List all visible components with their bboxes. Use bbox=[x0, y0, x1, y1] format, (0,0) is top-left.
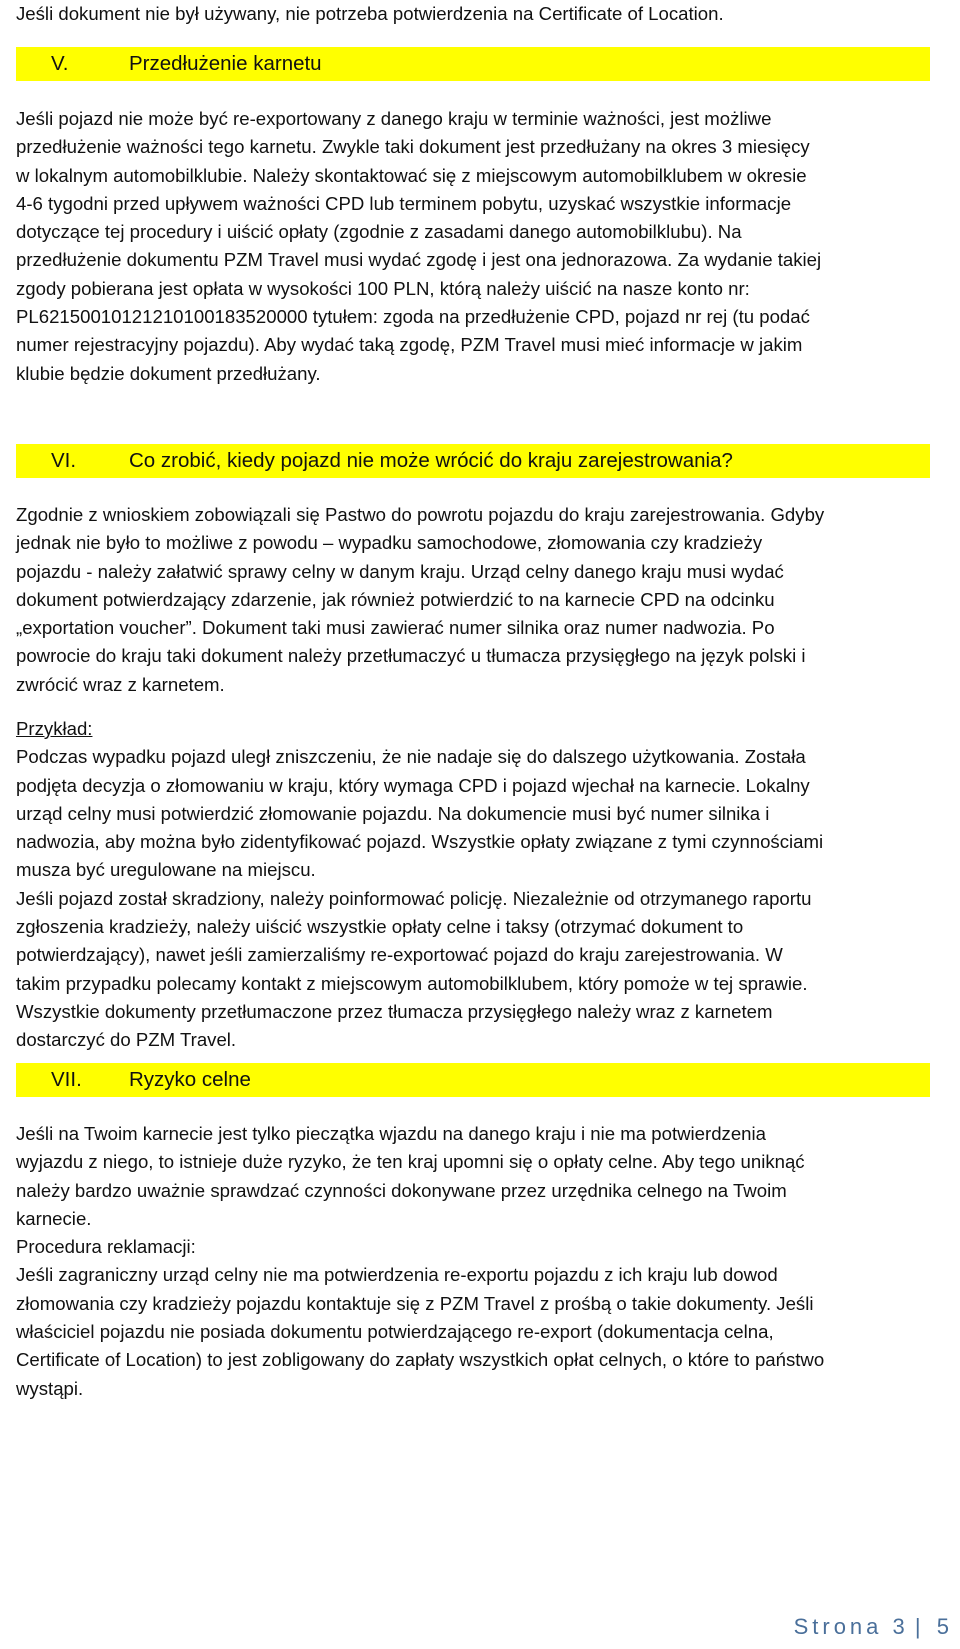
body-line: jednak nie było to możliwe z powodu – wypadku samochodowe, złomowania czy kradzieży bbox=[16, 532, 763, 554]
body-line: potwierdzający), nawet jeśli zamierzaliśmy re-exportować pojazd do kraju zarejestrowania. W bbox=[16, 944, 783, 966]
section-number: V. bbox=[51, 52, 69, 75]
example-label: Przykład: bbox=[16, 718, 93, 739]
body-line: właściciel pojazdu nie posiada dokumentu potwierdzającego re-export (dokumentacja celna, bbox=[16, 1321, 774, 1343]
body-line: wystąpi. bbox=[16, 1377, 84, 1399]
intro-line: Jeśli dokument nie był używany, nie potrzeba potwierdzenia na Certificate of Location. bbox=[16, 3, 724, 24]
footer-separator: | bbox=[914, 1614, 925, 1639]
body-line: zwrócić wraz z karnetem. bbox=[16, 673, 225, 695]
body-line: Zgodnie z wnioskiem zobowiązali się Pastwo do powrotu pojazdu do kraju zarejestrowania. Gdyby bbox=[16, 504, 825, 525]
body-line: przedłużenie ważności tego karnetu. Zwykle taki dokument jest przedłużany na okres 3 miesięcy bbox=[16, 136, 810, 158]
body-line: 4-6 tygodni przed upływem ważności CPD lub terminem pobytu, uzyskać wszystkie informacje bbox=[16, 192, 792, 214]
body-line: Jeśli pojazd został skradziony, należy poinformować policję. Niezależnie od otrzymanego raportu bbox=[16, 887, 812, 909]
body-line: należy bardzo uważnie sprawdzać czynności dokonywane przez urzędnika celnego na Twoim bbox=[16, 1179, 787, 1201]
footer-total-pages: 5 bbox=[936, 1614, 949, 1639]
body-line: dokument potwierdzający zdarzenie, jak również potwierdzić to na karnecie CPD na odcinku bbox=[16, 588, 775, 610]
section-number: VI. bbox=[51, 449, 77, 472]
body-line: nadwozia, aby można było zidentyfikować pojazd. Wszystkie opłaty związane z tymi czynnościami bbox=[16, 831, 824, 853]
body-line: dotyczące tej procedury i uiścić opłaty (zgodnie z zasadami danego automobilklubu). Na bbox=[16, 221, 742, 243]
body-line: pojazdu - należy załatwić sprawy celny w danym kraju. Urząd celny danego kraju musi wydać bbox=[16, 560, 784, 582]
body-line: numer rejestracyjny pojazdu). Aby wydać taką zgodę, PZM Travel musi mieć informacje w jakim bbox=[16, 334, 803, 356]
section-vii-body bbox=[16, 1120, 936, 1403]
body-line: „exportation voucher”. Dokument taki musi zawierać numer silnika oraz numer nadwozia. Po bbox=[16, 617, 775, 639]
section-title: Ryzyko celne bbox=[129, 1068, 251, 1091]
body-line: Certificate of Location) to jest zobligowany do zapłaty wszystkich opłat celnych, o które to państwo bbox=[16, 1349, 825, 1371]
section-title: Przedłużenie karnetu bbox=[129, 52, 322, 75]
body-line: wyjazdu z niego, to istnieje duże ryzyko, że ten kraj upomni się o opłaty celne. Aby tego uniknąć bbox=[16, 1151, 805, 1173]
footer-label: Strona bbox=[793, 1614, 883, 1639]
body-line: takim przypadku polecamy kontakt z miejscowym automobilklubem, który pomoże w tej sprawie. bbox=[16, 972, 808, 994]
body-line: Jeśli na Twoim karnecie jest tylko pieczątka wjazdu na danego kraju i nie ma potwierdzenia bbox=[16, 1123, 766, 1144]
body-line: urząd celny musi potwierdzić złomowanie pojazdu. Na dokumencie musi być numer silnika i bbox=[16, 802, 770, 824]
body-line: karnecie. bbox=[16, 1207, 92, 1229]
body-line: podjęta decyzja o złomowaniu w kraju, który wymaga CPD i pojazd wjechał na karnecie. Lokalny bbox=[16, 774, 810, 796]
section-v-body bbox=[16, 105, 936, 388]
body-line: Jeśli zagraniczny urząd celny nie ma potwierdzenia re-exportu pojazdu z ich kraju lub dowod bbox=[16, 1264, 778, 1286]
section-vi-body bbox=[16, 501, 936, 699]
body-line: przedłużenie dokumentu PZM Travel musi wydać zgodę i jest ona jednorazowa. Za wydanie takiej bbox=[16, 249, 822, 271]
intro-paragraph bbox=[16, 0, 936, 28]
body-line: powrocie do kraju taki dokument należy przetłumaczyć u tłumacza przysięgłego na język polski i bbox=[16, 645, 806, 667]
body-line: w lokalnym automobilklubie. Należy skontaktować się z miejscowym automobilklubem w okresie bbox=[16, 164, 807, 186]
example-block bbox=[16, 715, 936, 1055]
section-heading-v bbox=[16, 47, 930, 81]
section-heading-vi bbox=[16, 444, 930, 478]
section-heading-vii bbox=[16, 1063, 930, 1097]
body-line: złomowania czy kradzieży pojazdu kontaktuje się z PZM Travel z prośbą o takie dokumenty. Jeśli bbox=[16, 1292, 814, 1314]
body-line: PL62150010121210100183520000 tytułem: zgoda na przedłużenie CPD, pojazd nr rej (tu podać bbox=[16, 306, 810, 328]
footer-page-number: 3 bbox=[892, 1614, 905, 1639]
body-line: Podczas wypadku pojazd uległ zniszczeniu, że nie nadaje się do dalszego użytkowania. Została bbox=[16, 746, 806, 768]
section-title: Co zrobić, kiedy pojazd nie może wrócić do kraju zarejestrowania? bbox=[129, 449, 733, 472]
section-number: VII. bbox=[51, 1068, 82, 1091]
body-line: dostarczyć do PZM Travel. bbox=[16, 1029, 237, 1051]
body-line: Jeśli pojazd nie może być re-exportowany z danego kraju w terminie ważności, jest możliwe bbox=[16, 108, 772, 129]
body-line: Procedura reklamacji: bbox=[16, 1236, 196, 1258]
page-footer bbox=[794, 1612, 949, 1649]
body-line: zgody pobierana jest opłata w wysokości 100 PLN, którą należy uiścić na nasze konto nr: bbox=[16, 277, 750, 299]
body-line: Wszystkie dokumenty przetłumaczone przez tłumacza przysięgłego należy wraz z karnetem bbox=[16, 1000, 773, 1022]
body-line: zgłoszenia kradzieży, należy uiścić wszystkie opłaty celne i taksy (otrzymać dokument to bbox=[16, 916, 744, 938]
body-line: musza być uregulowane na miejscu. bbox=[16, 859, 316, 881]
body-line: klubie będzie dokument przedłużany. bbox=[16, 362, 321, 384]
